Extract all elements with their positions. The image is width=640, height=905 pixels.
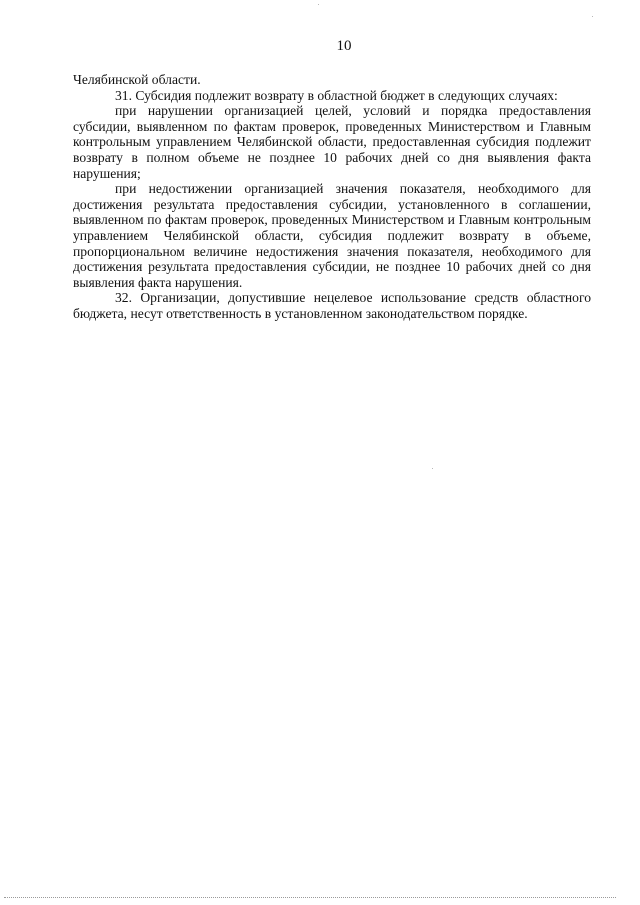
paragraph-clause-32: 32. Организации, допустившие нецелевое использование средств областного бюджета, несут ответственность в установленном законодательством порядке. [73, 290, 591, 321]
paragraph-continuation: Челябинской области. [73, 72, 201, 87]
scan-edge-line [4, 897, 616, 898]
document-body [73, 72, 591, 322]
scan-speck [318, 4, 319, 5]
paragraph-clause-31: 31. Субсидия подлежит возврату в областной бюджет в следующих случаях: [115, 87, 558, 103]
scan-speck [592, 16, 593, 17]
page-number: 10 [336, 38, 352, 54]
scan-speck [432, 468, 433, 469]
paragraph-nonachievement-case: при недостижении организацией значения показателя, необходимого для достижения результата предоставления субсидии, установленного в соглашении, выявленном по фактам проверок, проведенных Министерством и Главным контрольным управлением Челябинской области, субсидия подлежит возврату в объеме, пропорциональном величине недостижения значения показателя, необходимого для достижения результата предоставления субсидии, не позднее 10 рабочих дней со дня выявления факта нарушения. [73, 181, 591, 290]
paragraph-violation-case: при нарушении организацией целей, условий и порядка предоставления субсидии, выявленном по фактам проверок, проведенных Министерством и Главным контрольным управлением Челябинской области, предоставленная субсидия подлежит возврату в полном объеме не позднее 10 рабочих дней со дня выявления факта нарушения; [73, 103, 591, 181]
